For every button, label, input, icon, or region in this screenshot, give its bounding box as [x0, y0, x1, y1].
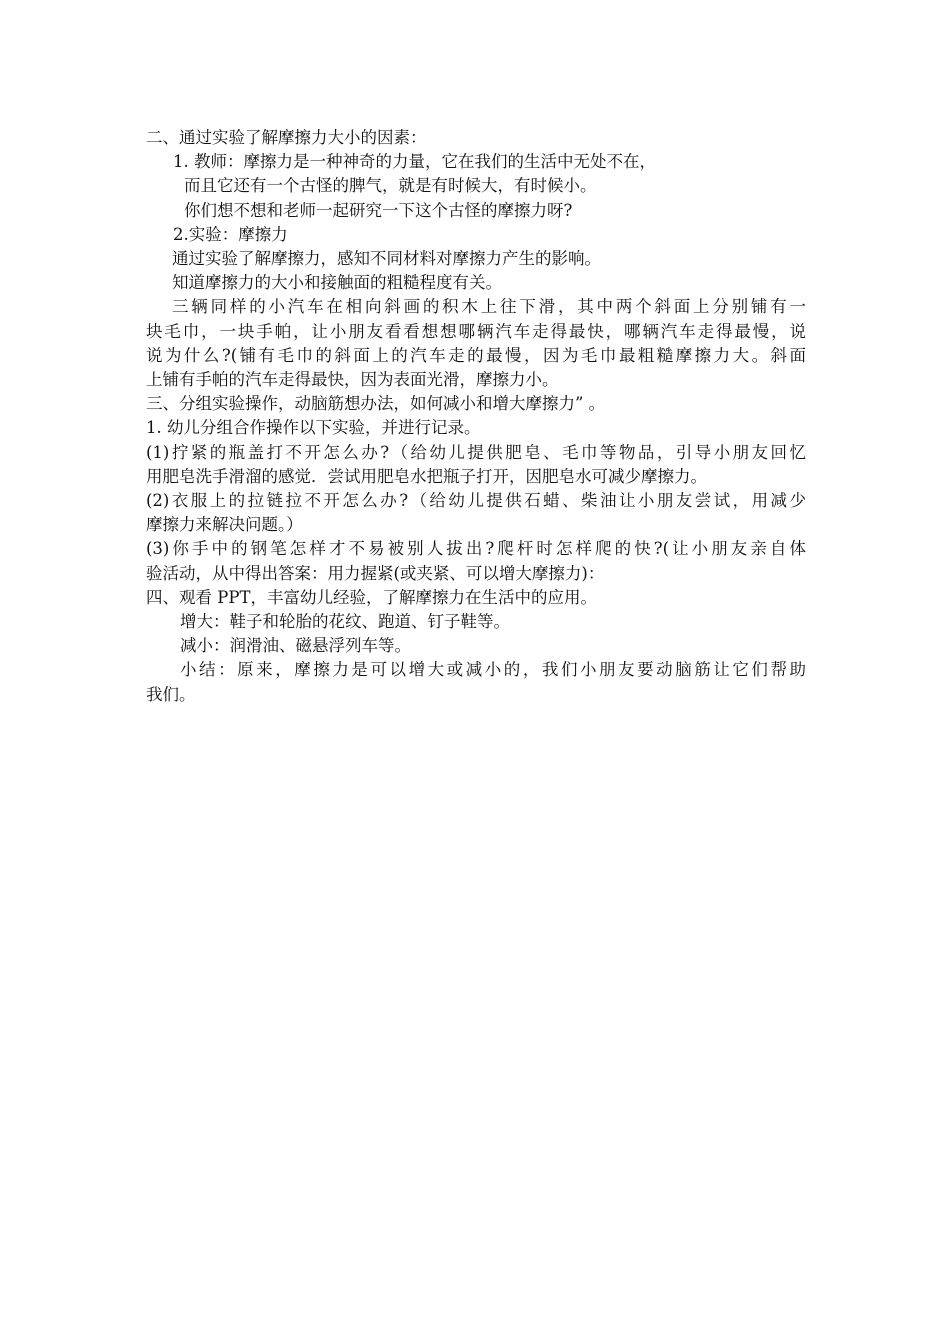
paragraph-line: 增大：鞋子和轮胎的花纹、跑道、钉子鞋等。 — [180, 612, 510, 632]
paragraph-line: 摩擦力来解决问题。） — [146, 515, 303, 535]
paragraph-line: 验活动，从中得出答案：用力握紧(或夹紧、可以增大摩擦力)： — [146, 563, 605, 583]
paragraph-line: 三辆同样的小汽车在相向斜画的积木上往下滑，其中两个斜面上分别铺有一 — [172, 297, 806, 317]
paragraph-line: 你们想不想和老师一起研究一下这个古怪的摩擦力呀? — [184, 200, 573, 220]
paragraph-line: 通过实验了解摩擦力，感知不同材料对摩擦力产生的影响。 — [172, 249, 601, 269]
paragraph-line: 说为什么?(铺有毛巾的斜面上的汽车走的最慢，因为毛巾最粗糙摩擦力大。斜面 — [146, 345, 806, 365]
document-body — [146, 126, 806, 707]
section-heading-2: 二、通过实验了解摩擦力大小的因素： — [146, 128, 427, 147]
paragraph-line: 小结：原来，摩擦力是可以增大或减小的，我们小朋友要动脑筋让它们帮助 — [180, 660, 806, 680]
paragraph-line: 2.实验：摩擦力 — [173, 224, 288, 244]
paragraph-line: 而且它还有一个古怪的脾气，就是有时候大，有时候小。 — [184, 176, 597, 196]
paragraph-line: (2)衣服上的拉链拉不开怎么办?（给幼儿提供石蜡、柴油让小朋友尝试，用减少 — [146, 491, 806, 511]
section-heading-4: 四、观看 PPT，丰富幼儿经验，了解摩擦力在生活中的应用。 — [146, 587, 597, 607]
paragraph-line: 减小：润滑油、磁悬浮列车等。 — [180, 636, 411, 656]
paragraph-line: 我们。 — [146, 684, 196, 704]
paragraph-line: (3)你手中的钢笔怎样才不易被别人拔出?爬杆时怎样爬的快?(让小朋友亲自体 — [146, 539, 806, 559]
paragraph-line: 知道摩擦力的大小和接触面的粗糙程度有关。 — [172, 273, 502, 293]
paragraph-line: 上铺有手帕的汽车走得最快，因为表面光滑，摩擦力小。 — [146, 370, 559, 390]
paragraph-line: 块毛巾，一块手帕，让小朋友看看想想哪辆汽车走得最快，哪辆汽车走得最慢，说 — [146, 321, 806, 341]
paragraph-line: 用肥皂洗手滑溜的感觉．尝试用肥皂水把瓶子打开，因肥皂水可减少摩擦力。 — [146, 466, 707, 486]
paragraph-line: 1. 教师：摩擦力是一种神奇的力量，它在我们的生活中无处不在， — [173, 152, 656, 172]
paragraph-line: (1)拧紧的瓶盖打不开怎么办?（给幼儿提供肥皂、毛巾等物品，引导小朋友回忆 — [146, 442, 806, 462]
paragraph-line: 1. 幼儿分组合作操作以下实验，并进行记录。 — [146, 418, 481, 438]
section-heading-3: 三、分组实验操作，动脑筋想办法，如何减小和增大摩擦力” 。 — [146, 394, 606, 414]
